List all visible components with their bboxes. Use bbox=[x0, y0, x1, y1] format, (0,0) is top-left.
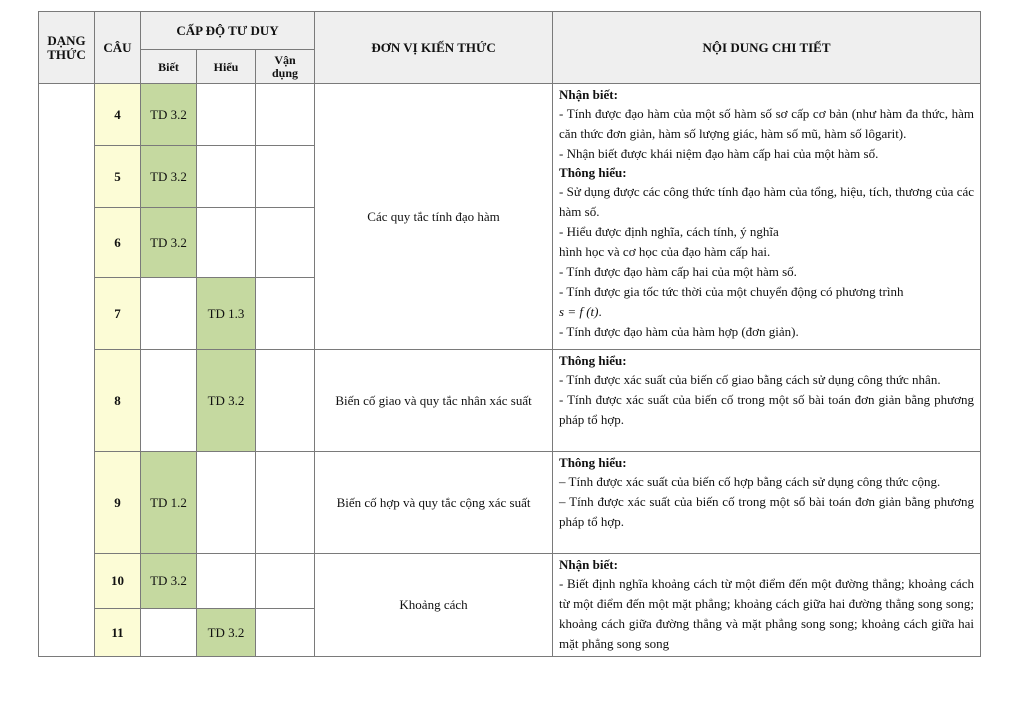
cau-number: 7 bbox=[95, 278, 141, 350]
math-formula: s = f (t) bbox=[559, 304, 599, 319]
dang-thuc-cell bbox=[39, 84, 95, 657]
level-biet-cell: TD 1.2 bbox=[141, 452, 197, 554]
header-don-vi-kien-thuc: ĐƠN VỊ KIẾN THỨC bbox=[315, 12, 553, 84]
header-van-dung: Vận dụng bbox=[256, 50, 315, 84]
detail-line: – Tính được xác suất của biến cố hợp bằng cách sử dụng công thức cộng. bbox=[559, 474, 941, 489]
detail-content bbox=[553, 452, 981, 554]
detail-line: - Tính được đạo hàm cấp hai của một hàm số. bbox=[559, 264, 797, 279]
detail-line: - Tính được xác suất của biến cố giao bằng cách sử dụng công thức nhân. bbox=[559, 372, 941, 387]
table-row bbox=[39, 350, 981, 452]
cau-number: 5 bbox=[95, 146, 141, 208]
detail-line: – Tính được xác suất của biến cố trong một số bài toán đơn giản bằng phương pháp tổ hợp. bbox=[559, 494, 975, 529]
level-hieu-cell bbox=[197, 208, 256, 278]
detail-content bbox=[553, 350, 981, 452]
level-biet-cell: TD 3.2 bbox=[141, 208, 197, 278]
knowledge-unit: Các quy tắc tính đạo hàm bbox=[315, 84, 553, 350]
detail-heading: Thông hiểu: bbox=[559, 165, 627, 180]
cau-number: 10 bbox=[95, 554, 141, 609]
detail-content bbox=[553, 554, 981, 657]
detail-line: - Tính được gia tốc tức thời của một chuyển động có phương trình bbox=[559, 284, 904, 299]
level-hieu-cell: TD 1.3 bbox=[197, 278, 256, 350]
level-biet-cell bbox=[141, 278, 197, 350]
level-hieu-cell bbox=[197, 554, 256, 609]
header-hieu: Hiểu bbox=[197, 50, 256, 84]
level-hieu-cell bbox=[197, 84, 256, 146]
detail-content bbox=[553, 84, 981, 350]
level-biet-cell: TD 3.2 bbox=[141, 146, 197, 208]
level-van-dung-cell bbox=[256, 609, 315, 657]
knowledge-unit: Khoảng cách bbox=[315, 554, 553, 657]
assessment-matrix-table bbox=[38, 11, 981, 657]
level-biet-cell: TD 3.2 bbox=[141, 554, 197, 609]
knowledge-unit: Biến cố giao và quy tắc nhân xác suất bbox=[315, 350, 553, 452]
header-dang-thuc: DẠNG THỨC bbox=[39, 12, 95, 84]
detail-line-end: . bbox=[598, 304, 602, 319]
header-biet: Biết bbox=[141, 50, 197, 84]
detail-line: - Tính được đạo hàm của một số hàm số sơ cấp cơ bản (như hàm đa thức, hàm căn thức đơn giản, hàm số lượng giác, hàm số mũ, hàm số lôgarit). bbox=[559, 106, 975, 141]
level-van-dung-cell bbox=[256, 84, 315, 146]
detail-heading: Thông hiểu: bbox=[559, 455, 627, 470]
level-van-dung-cell bbox=[256, 146, 315, 208]
cau-number: 9 bbox=[95, 452, 141, 554]
cau-number: 6 bbox=[95, 208, 141, 278]
header-noi-dung-chi-tiet: NỘI DUNG CHI TIẾT bbox=[553, 12, 981, 84]
detail-line: - Hiểu được định nghĩa, cách tính, ý nghĩa bbox=[559, 224, 779, 239]
detail-line: - Biết định nghĩa khoảng cách từ một điểm đến một đường thẳng; khoảng cách từ một điểm đến một mặt phẳng; khoảng cách giữa hai đường thẳng song song; khoảng cách giữa đường thẳng và mặt phẳng song song; khoảng cách giữa hai mặt phẳng song song bbox=[559, 576, 975, 651]
level-hieu-cell: TD 3.2 bbox=[197, 350, 256, 452]
detail-heading: Nhận biết: bbox=[559, 87, 618, 102]
table-row bbox=[39, 554, 981, 609]
table-row bbox=[39, 452, 981, 554]
knowledge-unit: Biến cố hợp và quy tắc cộng xác suất bbox=[315, 452, 553, 554]
header-cap-do-tu-duy: CẤP ĐỘ TƯ DUY bbox=[141, 12, 315, 50]
level-van-dung-cell bbox=[256, 208, 315, 278]
detail-heading: Thông hiểu: bbox=[559, 353, 627, 368]
level-biet-cell bbox=[141, 350, 197, 452]
level-van-dung-cell bbox=[256, 278, 315, 350]
detail-line: hình học và cơ học của đạo hàm cấp hai. bbox=[559, 244, 771, 259]
level-hieu-cell: TD 3.2 bbox=[197, 609, 256, 657]
level-hieu-cell bbox=[197, 452, 256, 554]
detail-line: - Tính được đạo hàm của hàm hợp (đơn giản). bbox=[559, 324, 799, 339]
level-van-dung-cell bbox=[256, 350, 315, 452]
level-hieu-cell bbox=[197, 146, 256, 208]
detail-line bbox=[559, 302, 974, 322]
level-van-dung-cell bbox=[256, 452, 315, 554]
detail-line: - Nhận biết được khái niệm đạo hàm cấp hai của một hàm số. bbox=[559, 146, 879, 161]
detail-heading: Nhận biết: bbox=[559, 557, 618, 572]
level-biet-cell: TD 3.2 bbox=[141, 84, 197, 146]
detail-line: - Sử dụng được các công thức tính đạo hàm của tổng, hiệu, tích, thương của các hàm số. bbox=[559, 184, 975, 219]
level-biet-cell bbox=[141, 609, 197, 657]
cau-number: 11 bbox=[95, 609, 141, 657]
level-van-dung-cell bbox=[256, 554, 315, 609]
cau-number: 8 bbox=[95, 350, 141, 452]
table-row bbox=[39, 84, 981, 146]
header-cau: CÂU bbox=[95, 12, 141, 84]
detail-line: - Tính được xác suất của biến cố trong một số bài toán đơn giản bằng phương pháp tổ hợp. bbox=[559, 392, 975, 427]
cau-number: 4 bbox=[95, 84, 141, 146]
